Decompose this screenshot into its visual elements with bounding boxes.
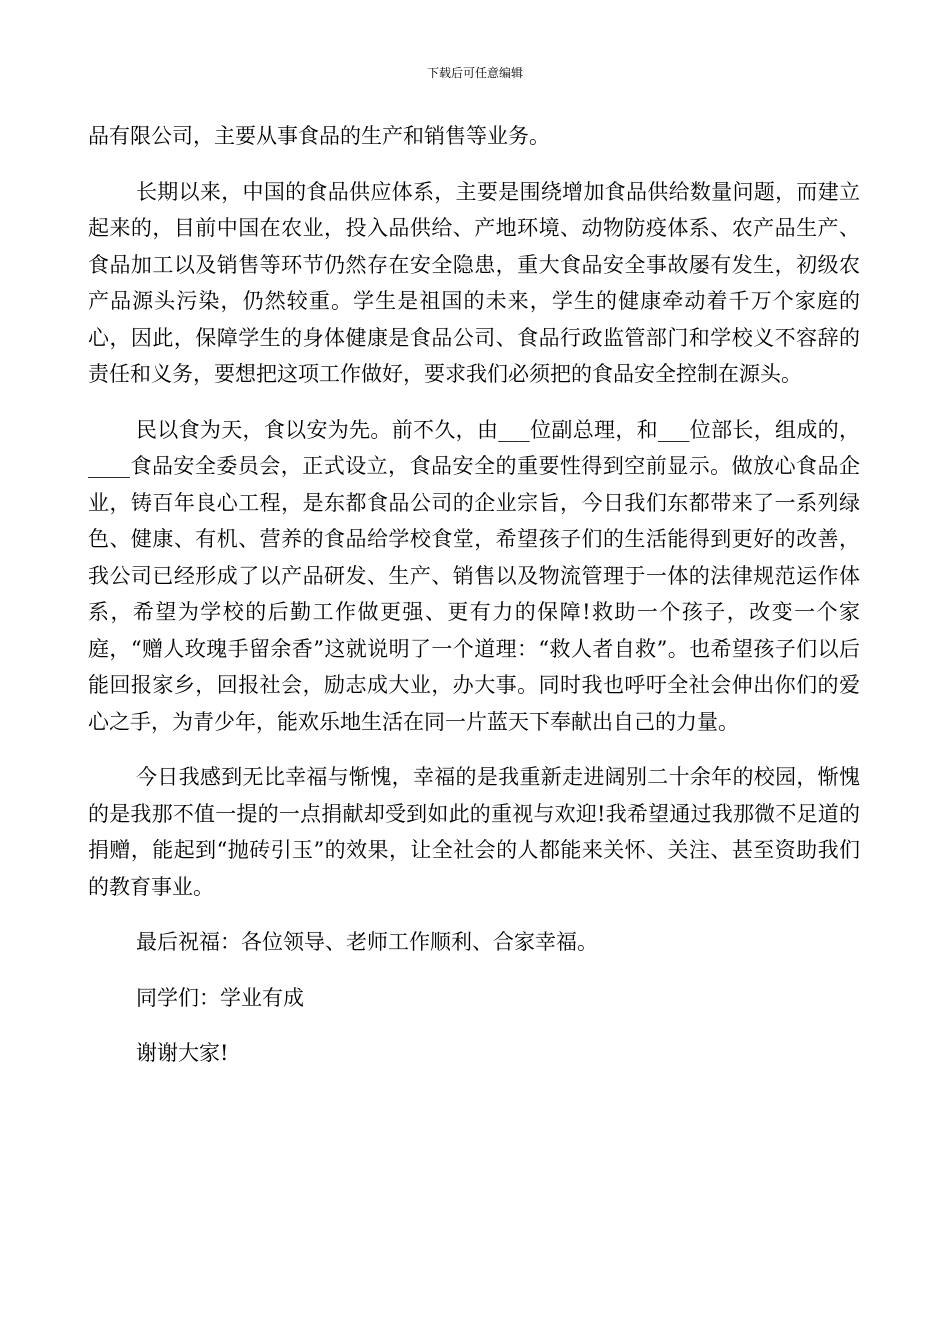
paragraph-gratitude: 今日我感到无比幸福与惭愧，幸福的是我重新走进阔别二十余年的校园，惭愧的是我那不值一提的一点捐献却受到如此的重视与欢迎!我希望通过我那微不足道的捐赠，能起到“抛砖引玉”的效果，让全社会的人都能来关怀、关注、甚至资助我们的教育事业。 xyxy=(88,765,860,899)
paragraph-company-intro: 品有限公司，主要从事食品的生产和销售等业务。 xyxy=(88,124,550,148)
paragraph-thanks: 谢谢大家! xyxy=(136,1041,229,1065)
paragraph-food-safety: 民以食为天，食以安为先。前不久，由___位副总理，和___位部长，组成的，____食品安全委员会，正式设立，食品安全的重要性得到空前显示。做放心食品企业，铸百年良心工程，是东都食品公司的企业宗旨，今日我们东都带来了一系列绿色、健康、有机、营养的食品给学校食堂，希望孩子们的生活能得到更好的改善，我公司已经形成了以产品研发、生产、销售以及物流管理于一体的法律规范运作体系，希望为学校的后勤工作做更强、更有力的保障!救助一个孩子，改变一个家庭，“赠人玫瑰手留余香”这就说明了一个道理：“救人者自救”。也希望孩子们以后能回报家乡，回报社会，励志成大业，办大事。同时我也呼吁全社会伸出你们的爱心之手，为青少年，能欢乐地生活在同一片蓝天下奉献出自己的力量。 xyxy=(88,417,860,734)
page-header: 下载后可任意编辑 xyxy=(426,66,523,80)
paragraph-students-wishes: 同学们：学业有成 xyxy=(136,985,304,1010)
paragraph-final-wishes: 最后祝福：各位领导、老师工作顺利、合家幸福。 xyxy=(136,930,598,954)
paragraph-food-supply-system: 长期以来，中国的食品供应体系，主要是围绕增加食品供给数量问题，而建立起来的，目前中国在农业，投入品供给、产地环境、动物防疫体系、农产品生产、食品加工以及销售等环节仍然存在安全隐患，重大食品安全事故屡有发生，初级农产品源头污染，仍然较重。学生是祖国的未来，学生的健康牵动着千万个家庭的心，因此，保障学生的身体健康是食品公司、食品行政监管部门和学校义不容辞的责任和义务，要想把这项工作做好，要求我们必须把的食品安全控制在源头。 xyxy=(88,179,860,386)
document-body xyxy=(88,118,860,1072)
